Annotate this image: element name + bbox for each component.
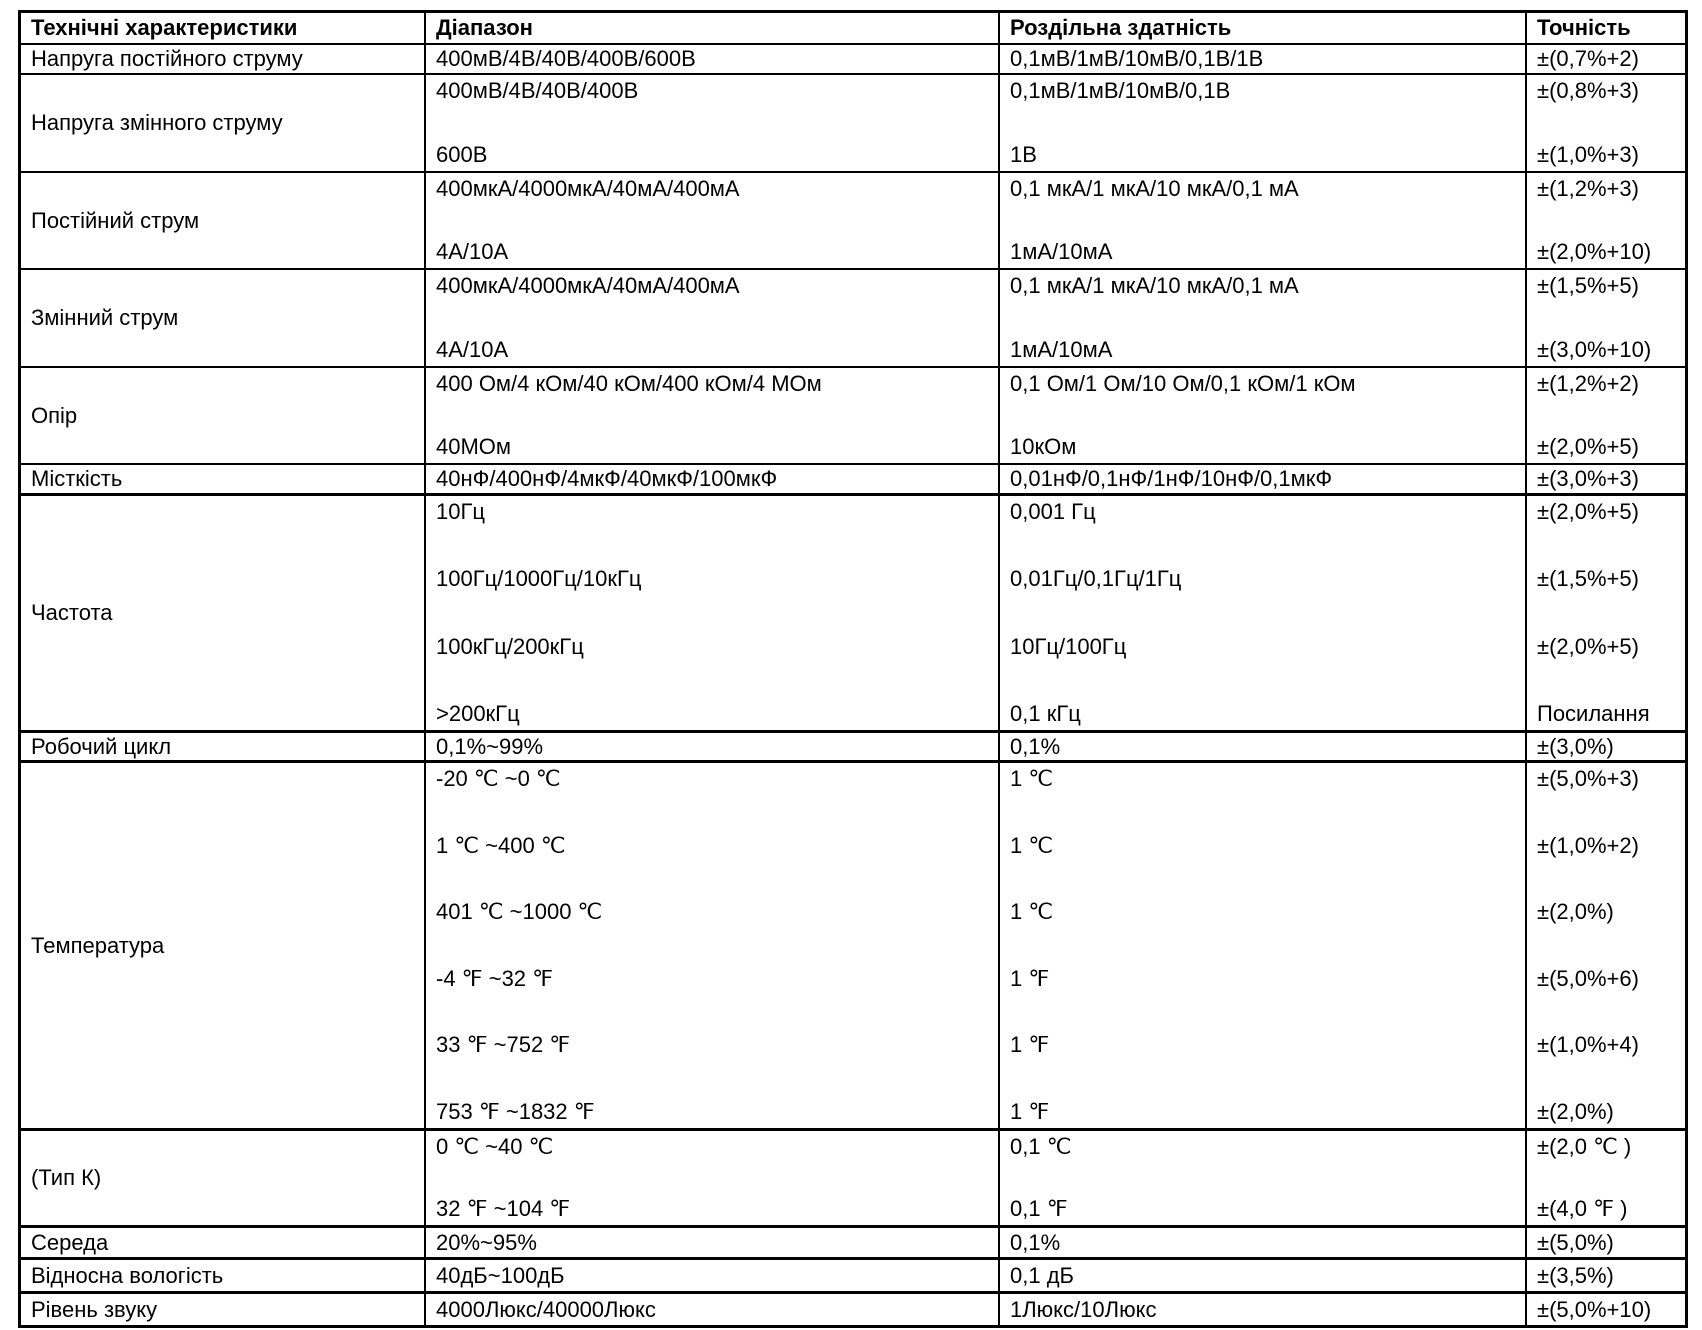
header-accuracy-cell [1525, 13, 1685, 43]
row-label: Середа [31, 1229, 109, 1255]
row-label-cell [21, 733, 424, 760]
cell-line: ±(5,0%+6) [1537, 965, 1639, 991]
cell-line: ±(1,0%+2) [1537, 832, 1639, 858]
cell-line: >200кГц [436, 700, 520, 726]
table-row [21, 73, 1685, 171]
cell-line: -4 ℉ ~32 ℉ [436, 965, 554, 991]
row-label-cell [21, 763, 424, 1128]
table-row [21, 1291, 1685, 1325]
accuracy-cell [1525, 496, 1685, 730]
cell-line: ±(1,5%+5) [1537, 566, 1639, 592]
range-cell [424, 1260, 998, 1291]
range-cell [424, 270, 998, 366]
cell-line: 40МОм [436, 434, 512, 459]
resolution-cell [998, 75, 1525, 171]
cell-line: ±(1,0%+3) [1537, 142, 1639, 167]
cell-line: ±(2,0%) [1537, 1098, 1614, 1124]
range-cell [424, 465, 998, 493]
resolution-cell [998, 733, 1525, 760]
cell-line: ±(0,8%+3) [1537, 78, 1639, 103]
cell-line: 4А/10А [436, 239, 509, 264]
range-cell [424, 173, 998, 268]
cell-line: ±(1,2%+3) [1537, 176, 1639, 201]
row-label: Робочий цикл [31, 733, 172, 759]
range-cell [424, 1228, 998, 1257]
range-cell [424, 1131, 998, 1225]
resolution-cell [998, 1260, 1525, 1291]
resolution-cell [998, 1131, 1525, 1225]
cell-line: ±(2,0%+10) [1537, 239, 1652, 264]
cell-line: 600В [436, 142, 488, 167]
cell-line: 400мкА/4000мкА/40мА/400мА [436, 273, 740, 298]
table-row [21, 171, 1685, 268]
cell-line: 1мА/10мА [1010, 337, 1113, 362]
resolution-cell [998, 1294, 1525, 1325]
cell-line: ±(3,5%) [1537, 1262, 1614, 1288]
accuracy-cell [1525, 1260, 1685, 1291]
cell-line: ±(0,7%+2) [1537, 46, 1639, 71]
header-resolution-cell [998, 13, 1525, 43]
cell-line: 0,1 дБ [1010, 1262, 1074, 1288]
row-label-cell [21, 45, 424, 73]
table-row [21, 730, 1685, 760]
row-label-cell [21, 1131, 424, 1225]
cell-line: 0,01нФ/0,1нФ/1нФ/10нФ/0,1мкФ [1010, 466, 1333, 491]
accuracy-cell [1525, 45, 1685, 73]
row-label: Напруга постійного струму [31, 46, 303, 71]
cell-line: 0,1 мкА/1 мкА/10 мкА/0,1 мА [1010, 176, 1299, 201]
row-label-cell [21, 173, 424, 268]
resolution-cell [998, 1228, 1525, 1257]
range-cell [424, 368, 998, 463]
cell-line: 753 ℉ ~1832 ℉ [436, 1098, 595, 1124]
row-label: Частота [31, 600, 113, 625]
table-row [21, 760, 1685, 1128]
row-label-cell [21, 496, 424, 730]
cell-line: 1 ℃ [1010, 832, 1054, 858]
row-label: Опір [31, 402, 78, 428]
resolution-cell [998, 45, 1525, 73]
header-specs-label: Технічні характеристики [31, 15, 298, 40]
header-specs-cell [21, 13, 424, 43]
row-label-cell [21, 1294, 424, 1325]
resolution-cell [998, 270, 1525, 366]
resolution-cell [998, 763, 1525, 1128]
table-row [21, 493, 1685, 730]
table-row [21, 1128, 1685, 1225]
table-row [21, 268, 1685, 366]
resolution-cell [998, 465, 1525, 493]
cell-line: 1 ℃ ~400 ℃ [436, 832, 566, 858]
cell-line: 33 ℉ ~752 ℉ [436, 1032, 571, 1058]
table-row [21, 1257, 1685, 1291]
accuracy-cell [1525, 1228, 1685, 1257]
row-label-cell [21, 1228, 424, 1257]
cell-line: ±(5,0%) [1537, 1229, 1614, 1255]
spec-table [18, 10, 1688, 1328]
row-label: Місткість [31, 466, 123, 491]
cell-line: 400мВ/4В/40В/400В [436, 78, 639, 103]
accuracy-cell [1525, 270, 1685, 366]
cell-line: 0,1 кГц [1010, 700, 1081, 726]
cell-line: ±(2,0 ℃ ) [1537, 1134, 1632, 1159]
cell-line: Посилання [1537, 700, 1650, 726]
cell-line: 100Гц/1000Гц/10кГц [436, 566, 642, 592]
cell-line: ±(1,0%+4) [1537, 1032, 1639, 1058]
row-label-cell [21, 75, 424, 171]
cell-line: ±(5,0%+10) [1537, 1296, 1652, 1322]
range-cell [424, 733, 998, 760]
cell-line: 40нФ/400нФ/4мкФ/40мкФ/100мкФ [436, 466, 778, 491]
range-cell [424, 763, 998, 1128]
row-label: Температура [31, 932, 165, 958]
cell-line: ±(1,5%+5) [1537, 273, 1639, 298]
cell-line: 1 ℉ [1010, 1098, 1050, 1124]
cell-line: ±(2,0%+5) [1537, 434, 1639, 459]
cell-line: 0,1 ℉ [1010, 1196, 1068, 1221]
cell-line: 400мВ/4В/40В/400В/600В [436, 46, 696, 71]
cell-line: ±(3,0%+10) [1537, 337, 1652, 362]
accuracy-cell [1525, 75, 1685, 171]
header-row [21, 13, 1685, 43]
row-label: Постійний струм [31, 207, 200, 233]
row-label-cell [21, 368, 424, 463]
cell-line: 1Люкс/10Люкс [1010, 1296, 1157, 1322]
accuracy-cell [1525, 1294, 1685, 1325]
cell-line: 0,1мВ/1мВ/10мВ/0,1В [1010, 78, 1231, 103]
accuracy-cell [1525, 763, 1685, 1128]
accuracy-cell [1525, 733, 1685, 760]
table-row [21, 43, 1685, 73]
cell-line: 4А/10А [436, 337, 509, 362]
resolution-cell [998, 173, 1525, 268]
table-row [21, 1225, 1685, 1257]
cell-line: 0 ℃ ~40 ℃ [436, 1134, 554, 1159]
cell-line: 1мА/10мА [1010, 239, 1113, 264]
table-row [21, 463, 1685, 493]
cell-line: 0,1 мкА/1 мкА/10 мкА/0,1 мА [1010, 273, 1299, 298]
cell-line: ±(4,0 ℉ ) [1537, 1196, 1628, 1221]
header-resolution-label: Роздільна здатність [1010, 15, 1232, 40]
cell-line: ±(2,0%) [1537, 899, 1614, 925]
range-cell [424, 45, 998, 73]
cell-line: 4000Люкс/40000Люкс [436, 1296, 656, 1322]
cell-line: 20%~95% [436, 1229, 537, 1255]
cell-line: ±(2,0%+5) [1537, 499, 1639, 524]
resolution-cell [998, 368, 1525, 463]
cell-line: ±(3,0%+3) [1537, 466, 1639, 491]
cell-line: 0,01Гц/0,1Гц/1Гц [1010, 566, 1182, 592]
cell-line: 0,1 ℃ [1010, 1134, 1072, 1159]
cell-line: 32 ℉ ~104 ℉ [436, 1196, 571, 1221]
cell-line: -20 ℃ ~0 ℃ [436, 766, 561, 791]
row-label: Напруга змінного струму [31, 110, 283, 135]
cell-line: ±(5,0%+3) [1537, 766, 1639, 791]
cell-line: 1В [1010, 142, 1037, 167]
cell-line: 401 ℃ ~1000 ℃ [436, 899, 603, 925]
accuracy-cell [1525, 1131, 1685, 1225]
cell-line: 400мкА/4000мкА/40мА/400мА [436, 176, 740, 201]
cell-line: 400 Ом/4 кОм/40 кОм/400 кОм/4 МОм [436, 371, 822, 396]
range-cell [424, 496, 998, 730]
row-label: Змінний струм [31, 305, 179, 330]
cell-line: 0,1% [1010, 733, 1061, 759]
cell-line: 40дБ~100дБ [436, 1262, 565, 1288]
cell-line: 0,001 Гц [1010, 499, 1096, 524]
row-label: (Тип К) [31, 1165, 102, 1190]
range-cell [424, 1294, 998, 1325]
cell-line: 0,1%~99% [436, 733, 544, 759]
row-label-cell [21, 270, 424, 366]
cell-line: 0,1% [1010, 1229, 1061, 1255]
row-label: Рівень звуку [31, 1296, 158, 1322]
accuracy-cell [1525, 465, 1685, 493]
cell-line: 10кОм [1010, 434, 1077, 459]
cell-line: ±(2,0%+5) [1537, 633, 1639, 659]
accuracy-cell [1525, 368, 1685, 463]
cell-line: 10Гц [436, 499, 485, 524]
row-label-cell [21, 465, 424, 493]
cell-line: ±(3,0%) [1537, 733, 1614, 759]
cell-line: 10Гц/100Гц [1010, 633, 1127, 659]
header-accuracy-label: Точність [1537, 15, 1631, 40]
cell-line: 0,1 Ом/1 Ом/10 Ом/0,1 кОм/1 кОм [1010, 371, 1356, 396]
row-label-cell [21, 1260, 424, 1291]
accuracy-cell [1525, 173, 1685, 268]
cell-line: 1 ℃ [1010, 899, 1054, 925]
cell-line: 0,1мВ/1мВ/10мВ/0,1В/1В [1010, 46, 1264, 71]
resolution-cell [998, 496, 1525, 730]
cell-line: ±(1,2%+2) [1537, 371, 1639, 396]
header-range-cell [424, 13, 998, 43]
header-range-label: Діапазон [436, 15, 533, 40]
cell-line: 1 ℉ [1010, 1032, 1050, 1058]
range-cell [424, 75, 998, 171]
cell-line: 1 ℃ [1010, 766, 1054, 791]
row-label: Відносна вологість [31, 1262, 224, 1288]
cell-line: 100кГц/200кГц [436, 633, 584, 659]
table-row [21, 366, 1685, 463]
cell-line: 1 ℉ [1010, 965, 1050, 991]
